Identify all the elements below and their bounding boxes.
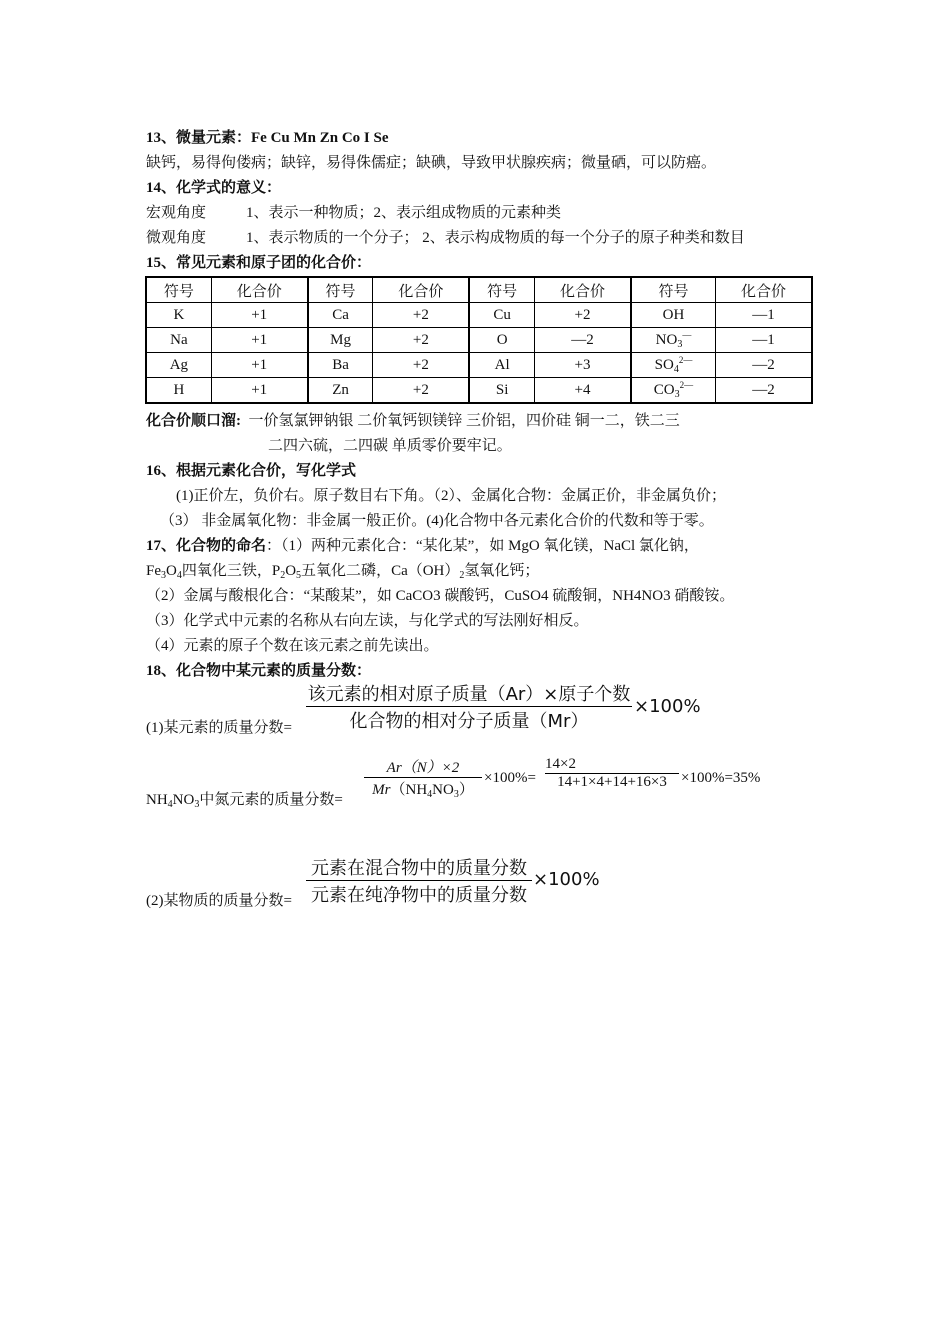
table-cell: Cu xyxy=(469,303,534,328)
formula-1-label: (1)某元素的质量分数= xyxy=(146,720,292,736)
section-13-text: 缺钙，易得佝偻病；缺锌，易得侏儒症；缺碘，导致甲状腺疾病；微量硒，可以防癌。 xyxy=(146,155,717,171)
table-cell: +3 xyxy=(535,353,631,378)
formula-3-fraction xyxy=(306,854,532,907)
section-15-title: 15、常见元素和原子团的化合价： xyxy=(146,255,372,271)
table-cell: OH xyxy=(631,303,716,328)
table-row xyxy=(146,328,812,353)
table-cell: +4 xyxy=(535,378,631,404)
section-17-line-5: （4）元素的原子个数在该元素之前先读出。 xyxy=(146,638,439,654)
section-16-line-1: (1)正价左，负价右。原子数目右下角。（2）、金属化合物：金属正价，非金属负价； xyxy=(176,488,726,504)
table-cell: Ba xyxy=(308,353,373,378)
table-cell: +1 xyxy=(211,328,307,353)
table-header-cell: 化合价 xyxy=(716,277,812,303)
formula-3-denominator: 元素在纯净物中的质量分数 xyxy=(311,885,527,906)
table-cell: O xyxy=(469,328,534,353)
table-cell: —2 xyxy=(535,328,631,353)
table-cell: +2 xyxy=(373,328,469,353)
table-cell: Ag xyxy=(146,353,211,378)
table-cell: +2 xyxy=(373,353,469,378)
formula-2-numerator-1: Ar（N）×2 xyxy=(386,760,460,776)
formula-2-fraction-2 xyxy=(545,756,679,791)
mnemonic-line-1 xyxy=(146,411,680,431)
formula-1-tail: ×100% xyxy=(634,696,701,717)
table-cell: Mg xyxy=(308,328,373,353)
table-cell: Al xyxy=(469,353,534,378)
mnemonic-text-1: 一价氢氯钾钠银 二价氧钙钡镁锌 三价铝，四价硅 铜一二，铁二三 xyxy=(248,413,680,429)
table-cell: —1 xyxy=(716,303,812,328)
table-cell: Zn xyxy=(308,378,373,404)
formula-2-mid: ×100%= xyxy=(484,770,536,786)
micro-line xyxy=(146,228,745,248)
valence-table xyxy=(145,276,813,404)
formula-2-numerator-2: 14×2 xyxy=(545,756,576,772)
macro-line xyxy=(146,203,561,223)
section-13-title: 13、微量元素：Fe Cu Mn Zn Co I Se xyxy=(146,130,389,146)
macro-label: 宏观角度 xyxy=(146,205,207,221)
table-header-cell: 化合价 xyxy=(373,277,469,303)
table-cell: —1 xyxy=(716,328,812,353)
formula-1-numerator: 该元素的相对原子质量（Ar）×原子个数 xyxy=(307,684,631,705)
table-row xyxy=(146,303,812,328)
formula-3-label: (2)某物质的质量分数= xyxy=(146,893,292,909)
table-header-cell: 化合价 xyxy=(535,277,631,303)
mnemonic-label: 化合价顺口溜: xyxy=(146,413,241,429)
section-18-title: 18、化合物中某元素的质量分数： xyxy=(146,663,372,679)
table-row xyxy=(146,353,812,378)
formula-2-tail: ×100%=35% xyxy=(681,770,761,786)
formula-2-label: $NH_4NO_3$中氮元素的质量分数= xyxy=(146,792,343,810)
macro-text: 1、表示一种物质；2、表示组成物质的元素种类 xyxy=(246,205,562,221)
table-cell: +1 xyxy=(211,353,307,378)
table-cell: —2 xyxy=(716,378,812,404)
table-cell: +2 xyxy=(535,303,631,328)
table-cell: Si xyxy=(469,378,534,404)
micro-text: 1、表示物质的一个分子； 2、表示构成物质的每一个分子的原子种类和数目 xyxy=(246,230,745,246)
table-cell-radical: $NO_3^—$ xyxy=(631,328,716,353)
table-header-cell: 符号 xyxy=(631,277,716,303)
formula-2-denominator-2: 14+1×4+14+16×3 xyxy=(557,774,667,790)
table-cell: H xyxy=(146,378,211,404)
table-cell-radical: $SO_4^{2—}$ xyxy=(631,353,716,378)
table-cell: +2 xyxy=(373,303,469,328)
table-row xyxy=(146,378,812,404)
table-header-cell: 化合价 xyxy=(211,277,307,303)
table-cell: +2 xyxy=(373,378,469,404)
table-cell: K xyxy=(146,303,211,328)
section-16-line-2: （3） 非金属氧化物：非金属一般正价。(4)化合物中各元素化合价的代数和等于零。 xyxy=(160,513,714,529)
formula-2-denominator-1: $Mr(NH_4NO_3)$ xyxy=(372,782,474,800)
table-cell: +1 xyxy=(211,378,307,404)
table-cell-radical: $CO_3^{2—}$ xyxy=(631,378,716,404)
table-cell: Ca xyxy=(308,303,373,328)
section-17-line-4: （3）化学式中元素的名称从右向左读，与化学式的写法刚好相反。 xyxy=(146,613,589,629)
table-header-cell: 符号 xyxy=(146,277,211,303)
section-17-line-2: $Fe_3O_4$四氧化三铁，$P_2O_5$五氧化二磷，$Ca(OH)_2$氢氧化钙； xyxy=(146,563,540,581)
formula-1-fraction xyxy=(306,680,632,733)
table-cell: +1 xyxy=(211,303,307,328)
formula-3-tail: ×100% xyxy=(533,869,600,890)
table-cell: Na xyxy=(146,328,211,353)
mnemonic-line-2: 二四六硫，二四碳 单质零价要牢记。 xyxy=(268,438,512,454)
section-17-line-1 xyxy=(146,536,699,556)
section-17-intro: ：（1）两种元素化合：“某化某”，如 MgO 氧化镁，NaCl 氯化钠， xyxy=(266,538,699,554)
section-17-title: 17、化合物的命名 xyxy=(146,538,267,554)
formula-2-fraction-1 xyxy=(364,756,482,799)
micro-label: 微观角度 xyxy=(146,230,207,246)
table-cell: —2 xyxy=(716,353,812,378)
table-header-cell: 符号 xyxy=(308,277,373,303)
table-header-cell: 符号 xyxy=(469,277,534,303)
section-17-line-3: （2）金属与酸根化合：“某酸某”，如 CaCO3 碳酸钙，CuSO4 硫酸铜，NH4NO3 硝酸铵。 xyxy=(146,588,735,604)
formula-1-denominator: 化合物的相对分子质量（Mr） xyxy=(349,711,589,732)
section-14-title: 14、化学式的意义： xyxy=(146,180,282,196)
table-header-row xyxy=(146,277,812,303)
formula-3-numerator: 元素在混合物中的质量分数 xyxy=(311,858,527,879)
section-16-title: 16、根据元素化合价，写化学式 xyxy=(146,463,357,479)
